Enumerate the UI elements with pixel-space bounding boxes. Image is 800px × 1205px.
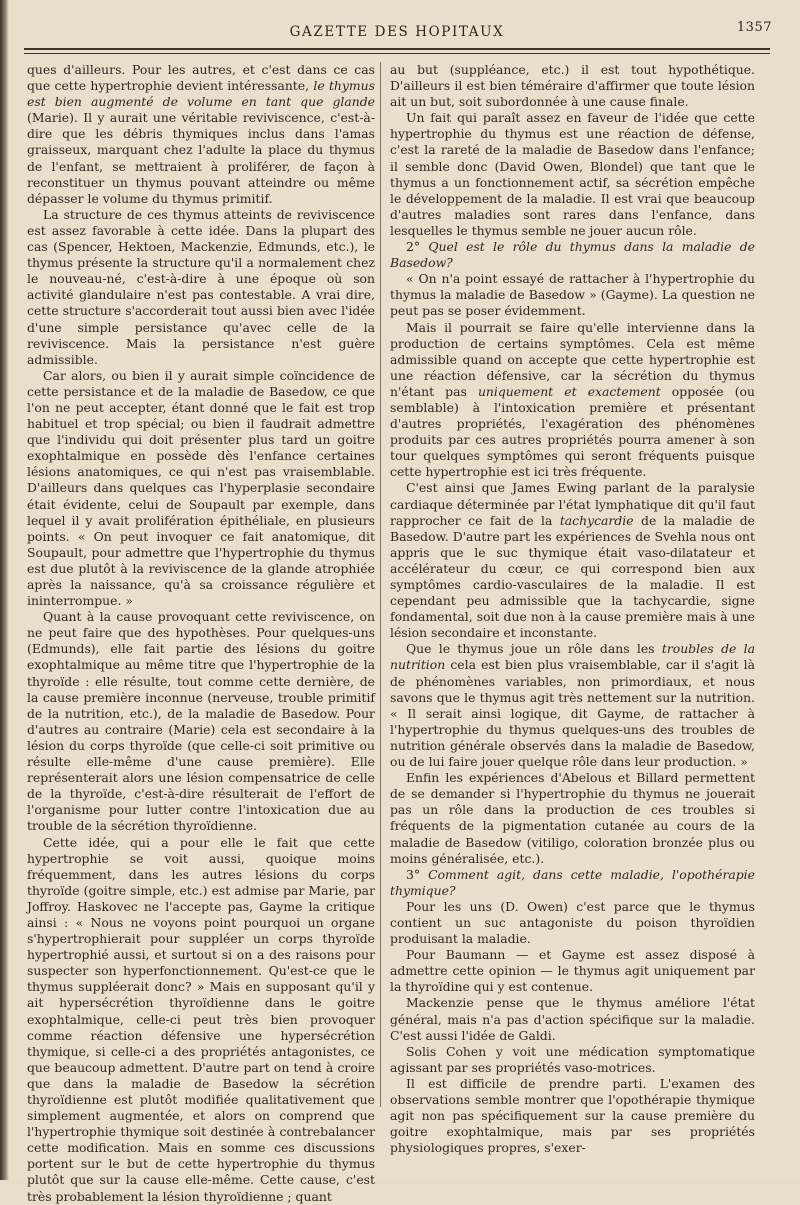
page-header: [22, 18, 772, 48]
paragraph: Solis Cohen y voit une médication symptomatique agissant par ses propriétés vaso-motrices.: [390, 1043, 755, 1075]
journal-title: GAZETTE DES HOPITAUX: [289, 24, 505, 40]
section-heading: 2° Quel est le rôle du thymus dans la maladie de Basedow?: [390, 239, 755, 271]
column-divider: [380, 62, 381, 1107]
page-number: 1357: [736, 20, 772, 35]
paragraph: Mackenzie pense que le thymus améliore l'état général, mais n'a pas d'action spécifique sur la maladie. C'est aussi l'idée de Galdi.: [390, 995, 755, 1043]
paragraph: Un fait qui paraît assez en faveur de l'idée que cette hypertrophie du thymus est une réaction de défense, c'est la rareté de la maladie de Basedow dans l'enfance; il semble donc (David Owen, Blondel) que tant que le thymus a un fonctionnement actif, sa sécrétion empêche le développement de la maladie. Il est vrai que beaucoup d'autres maladies sont rares dans l'enfance, dans lesquelles le thymus semble ne jouer aucun rôle.: [390, 110, 755, 238]
paragraph: Il est difficile de prendre parti. L'examen des observations semble montrer que l'opothérapie thymique agit non pas spécifiquement sur la cause première du goitre exophtalmique, mais par ses propriétés physiologiques propres, s'exer-: [390, 1075, 755, 1156]
paragraph: Enfin les expériences d'Abelous et Billard permettent de se demander si l'hypertrophie du thymus ne jouerait pas un rôle dans la production de ces troubles si fréquents de la pigmentation cutanée au cours de la maladie de Basedow (vitiligo, coloration bronzée plus ou moins généralisée, etc.).: [390, 770, 755, 866]
paragraph: C'est ainsi que James Ewing parlant de la paralysie cardiaque déterminée par l'état lymphatique dit qu'il faut rapprocher ce fait de la tachycardie de la maladie de Basedow. D'autre part les expériences de Svehla nous ont appris que le suc thymique était vaso-dilatateur et accélérateur du cœur, ce qui correspond bien aux symptômes cardio-vasculaires de la maladie. Il est cependant peu admissible que la tachycardie, signe fondamental, soit due non à la cause première mais à une lésion secondaire et inconstante.: [390, 480, 755, 641]
header-rule-thick: [24, 48, 770, 50]
paragraph: Quant à la cause provoquant cette reviviscence, on ne peut faire que des hypothèses. Pour quelques-uns (Edmunds), elle fait partie des lésions du goitre exophtalmique au même titre que l'hypertrophie de la thyroïde : elle résulte, tout comme cette dernière, de la cause première inconnue (nerveuse, trouble primitif de la nutrition, etc.), de la maladie de Basedow. Pour d'autres au contraire (Marie) cela est secondaire à la lésion du corps thyroïde (que celle-ci soit primitive ou résulte elle-même d'une cause première). Elle représenterait alors une lésion compensatrice de celle de la thyroïde, c'est-à-dire résulterait de l'effort de l'organisme pour lutter contre l'intoxication due au trouble de la sécrétion thyroïdienne.: [27, 609, 375, 834]
paragraph: Que le thymus joue un rôle dans les troubles de la nutrition cela est bien plus vraisemblable, car il s'agit là de phénomènes variables, non primordiaux, et nous savons que le thymus agit très nettement sur la nutrition. « Il serait ainsi logique, dit Gayme, de rattacher à l'hypertrophie du thymus quelques-uns des troubles de nutrition générale observés dans la maladie de Basedow, ou de lui faire jouer quelque rôle dans leur production. »: [390, 641, 756, 770]
paragraph: Car alors, ou bien il y aurait simple coïncidence de cette persistance et de la maladie de Basedow, ce que l'on ne peut accepter, étant donné que le fait est trop habituel et trop spécial; ou bien il faudrait admettre que l'individu qui doit présenter plus tard un goitre exophtalmique en possède dès l'enfance certaines lésions anatomiques, ce qui n'est pas vraisemblable. D'ailleurs dans quelques cas l'hyperplasie secondaire était évidente, celui de Soupault par exemple, dans lequel il y avait prolifération épithéliale, en plusieurs points. « On peut invoquer ce fait anatomique, dit Soupault, pour admettre que l'hypertrophie du thymus est due plutôt à la reviviscence de la glande atrophiée après la naissance, qu'à sa croissance régulière et ininterrompue. »: [27, 367, 375, 609]
section-heading: 3° Comment agit, dans cette maladie, l'opothérapie thymique?: [390, 866, 755, 898]
paragraph: Cette idée, qui a pour elle le fait que cette hypertrophie se voit aussi, quoique moins fréquemment, dans les autres lésions du corps thyroïde (goitre simple, etc.) est admise par Marie, par Joffroy. Haskovec ne l'accepte pas, Gayme la critique ainsi : « Nous ne voyons point pourquoi un organe s'hypertrophierait pour suppléer un corps thyroïde hypertrophié aussi, et surtout si on a des raisons pour suspecter son hyperfonctionnement. Qu'est-ce que le thymus suppléerait donc? » Mais en supposant qu'il y ait hypersécrétion thyroïdienne dans le goitre exophtalmique, celle-ci peut très bien provoquer comme réaction défensive une hypersécrétion thymique, si celle-ci a des propriétés antagonistes, ce que beaucoup admettent. D'autre part on tend à croire que dans la maladie de Basedow la sécrétion thyroïdienne est plutôt modifiée qualitativement que simplement augmentée, et alors on comprend que l'hypertrophie thymique soit destinée à contrebalancer cette modification. Mais en somme ces discussions portent sur le but de cette hypertrophie du thymus plutôt que sur la cause elle-même. Cette cause, c'est très probablement la lésion thyroïdienne ; quant: [27, 834, 375, 1204]
paragraph: ques d'ailleurs. Pour les autres, et c'est dans ce cas que cette hypertrophie devient intéressante, le thymus est bien augmenté de volume en tant que glande (Marie). Il y aurait une véritable reviviscence, c'est-à-dire que les débris thymiques inclus dans l'amas graisseux, marquant chez l'adulte la place du thymus de l'enfant, se mettraient à proliférer, de façon à reconstituer un thymus pouvant atteindre ou même dépasser le volume du thymus primitif.: [27, 62, 375, 206]
paragraph: Mais il pourrait se faire qu'elle intervienne dans la production de certains symptômes. Cela est même admissible quand on accepte que cette hypertrophie est une réaction défensive, car la sécrétion du thymus n'étant pas uniquement et exactement opposée (ou semblable) à l'intoxication première et présentant d'autres propriétés, l'exagération des phénomènes produits par ces autres propriétés pourra amener à son tour quelques symptômes qui seront fréquents puisque cette hypertrophie est ici très fréquente.: [390, 319, 756, 480]
right-column: [390, 62, 755, 1156]
header-rule-thin: [24, 53, 770, 54]
paragraph: Pour Baumann — et Gayme est assez disposé à admettre cette opinion — le thymus agit uniquement par la thyroïdine qui y est contenue.: [390, 947, 755, 995]
left-column: [27, 62, 375, 1205]
paragraph: au but (suppléance, etc.) il est tout hypothétique. D'ailleurs il est bien téméraire d'affirmer que toute lésion ait un but, soit subordonnée à une cause finale.: [390, 62, 755, 110]
paragraph: « On n'a point essayé de rattacher à l'hypertrophie du thymus la maladie de Basedow » (Gayme). La question ne peut pas se poser évidemment.: [390, 271, 755, 319]
binding-edge: [0, 0, 9, 1180]
paragraph: Pour les uns (D. Owen) c'est parce que le thymus contient un suc antagoniste du poison thyroïdien produisant la maladie.: [390, 898, 755, 947]
paragraph: La structure de ces thymus atteints de reviviscence est assez favorable à cette idée. Dans la plupart des cas (Spencer, Hektoen, Mackenzie, Edmunds, etc.), le thymus présente la structure qu'il a normalement chez le nouveau-né, c'est-à-dire à une époque où son activité glandulaire n'est pas contestable. A vrai dire, cette structure s'accorderait tout aussi bien avec l'idée d'une simple persistance qu'avec celle de la reviviscence. Mais la persistance n'est guère admissible.: [27, 206, 375, 367]
